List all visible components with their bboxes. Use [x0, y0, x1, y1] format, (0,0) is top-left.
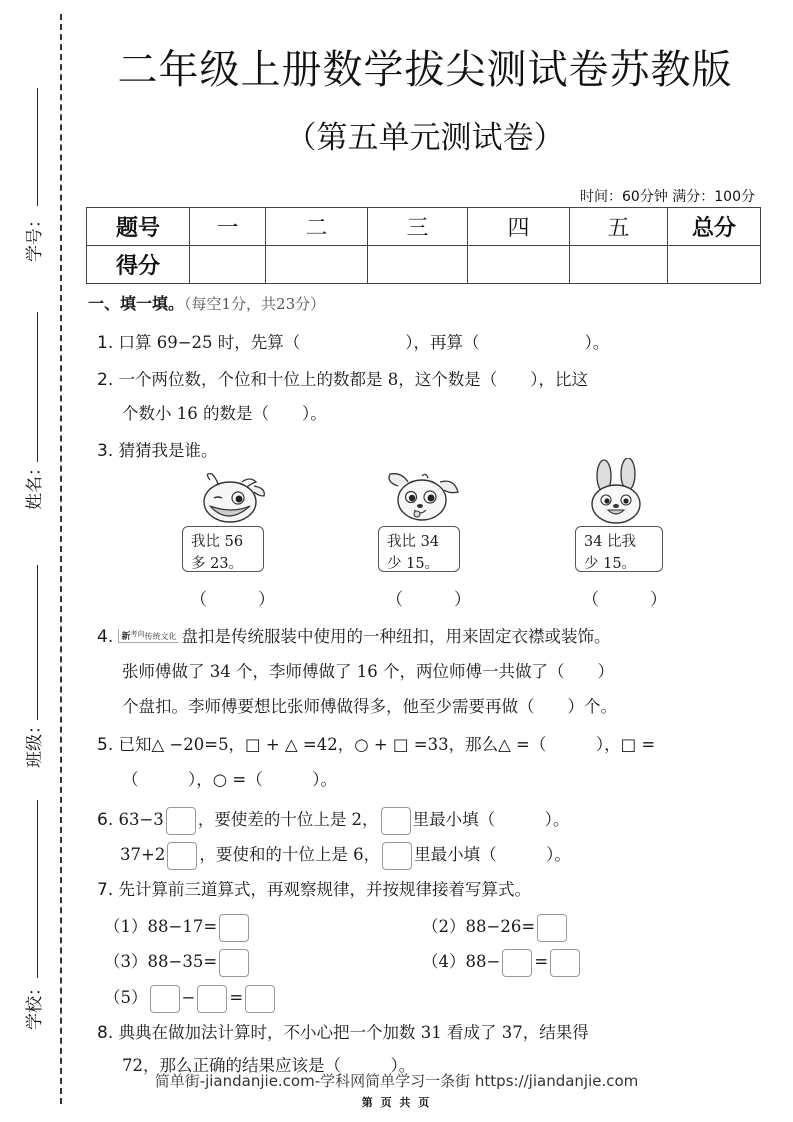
question-6a-digit-box[interactable] — [166, 807, 196, 835]
question-7-item-1 — [104, 913, 251, 942]
header-cell-2: 二 — [266, 208, 368, 246]
question-1-text-a: 口算 69−25 时，先算（ — [118, 333, 301, 352]
puppy-card-line-1: 我比 34 — [387, 534, 440, 550]
question-5-line-1 — [97, 731, 655, 755]
question-7-item-4-label: （4）88− — [422, 952, 501, 971]
question-8-line-2: 72，那么正确的结果应该是（ ）。 — [122, 1056, 416, 1075]
question-6-line-1 — [97, 806, 569, 835]
score-cell-3[interactable] — [368, 246, 468, 284]
class-label: 班级： — [25, 717, 45, 768]
question-4-text-1: 盘扣是传统服装中使用的一种纽扣，用来固定衣襟或装饰。 — [181, 627, 611, 646]
question-7-item-1-label: （1）88−17= — [104, 917, 218, 936]
question-7-item-4-box-1[interactable] — [502, 949, 532, 977]
goat-card-line-1: 我比 56 — [191, 534, 244, 550]
question-6b-digit-box[interactable] — [167, 842, 197, 870]
question-7-item-1-answer-box[interactable] — [219, 914, 249, 942]
question-6b-end: 里最小填（ ）。 — [414, 845, 571, 864]
school-label: 学校： — [25, 979, 45, 1030]
question-7-item-2 — [422, 913, 569, 942]
header-cell-5: 五 — [570, 208, 668, 246]
question-7-item-5-equals: = — [229, 988, 244, 1007]
rabbit-card-line-2: 少 15。 — [584, 556, 637, 572]
score-table-score-row — [87, 246, 761, 284]
section-1-title: 一、填一填。 — [88, 294, 185, 313]
name-label: 姓名： — [25, 459, 45, 510]
tag-trend: 考向 — [130, 630, 145, 638]
score-cell-4[interactable] — [468, 246, 570, 284]
question-6a-end: 里最小填（ ）。 — [412, 810, 570, 829]
puppy-icon — [384, 470, 464, 526]
question-7-item-3-label: （3）88−35= — [104, 952, 218, 971]
page-number: 第 页 共 页 — [361, 1096, 432, 1109]
question-4-line-3: 个盘扣。李师傅要想比张师傅做得多，他至少需要再做（ ）个。 — [122, 697, 617, 716]
question-6b-expr: 37+2 — [120, 845, 166, 864]
question-7-item-4-box-2[interactable] — [550, 949, 580, 977]
question-8-number: 8. — [97, 1023, 114, 1043]
student-id-label: 学号： — [25, 211, 45, 262]
question-1-number: 1. — [97, 333, 114, 353]
question-1-text-b: ），再算（ — [405, 333, 480, 352]
exam-meta: 时间：60分钟 满分：100分 — [580, 189, 755, 205]
puppy-answer-blank[interactable]: （ ） — [386, 590, 471, 610]
header-cell-1: 一 — [190, 208, 266, 246]
question-6a-text: ，要使差的十位上是 2， — [197, 810, 379, 829]
question-8-text-1: 典典在做加法计算时，不小心把一个加数 31 看成了 37，结果得 — [118, 1023, 589, 1042]
score-cell-1[interactable] — [190, 246, 266, 284]
header-cell-3: 三 — [368, 208, 468, 246]
question-3 — [97, 437, 217, 461]
question-3-number: 3. — [97, 441, 114, 461]
rabbit-card — [575, 526, 663, 572]
question-6-number: 6. — [97, 810, 114, 830]
question-8-line-1 — [97, 1019, 589, 1043]
page-title: 二年级上册数学拔尖测试卷苏教版 — [117, 47, 733, 93]
question-7 — [97, 876, 531, 900]
score-cell-2[interactable] — [266, 246, 368, 284]
school-line[interactable] — [37, 800, 38, 978]
question-2-line-2: 个数小 16 的数是（ ）。 — [122, 404, 327, 423]
question-5-line-2: （ ），○ =（ ）。 — [122, 770, 337, 789]
question-7-item-3-answer-box[interactable] — [219, 949, 249, 977]
question-7-text: 先计算前三道算式，再观察规律，并按规律接着写算式。 — [118, 880, 531, 899]
section-1-note: （每空1分，共23分） — [184, 295, 326, 313]
question-4-line-2: 张师傅做了 34 个，李师傅做了 16 个，两位师傅一共做了（ ） — [122, 662, 614, 681]
binding-dashed-line — [60, 14, 62, 1104]
question-7-item-5-box-2[interactable] — [197, 985, 227, 1013]
score-cell-5[interactable] — [570, 246, 668, 284]
score-row-label: 得分 — [87, 246, 190, 284]
question-2-line-1 — [97, 366, 588, 390]
question-4-line-1 — [97, 623, 611, 647]
puppy-card-line-2: 少 15。 — [387, 556, 440, 572]
question-5-number: 5. — [97, 735, 114, 755]
rabbit-card-line-1: 34 比我 — [584, 534, 637, 550]
question-7-item-5-label: （5） — [104, 988, 148, 1007]
question-7-item-3 — [104, 948, 251, 977]
score-table-header-row — [87, 208, 761, 246]
question-6-line-2 — [120, 841, 571, 870]
question-6a-ref-box — [381, 807, 411, 835]
rabbit-icon — [582, 458, 652, 526]
question-6b-ref-box — [382, 842, 412, 870]
question-7-item-5-box-1[interactable] — [150, 985, 180, 1013]
question-7-item-4-equals: = — [534, 952, 549, 971]
puppy-card — [378, 526, 460, 572]
section-1-heading — [88, 291, 325, 314]
question-2-number: 2. — [97, 370, 114, 390]
class-line[interactable] — [37, 565, 38, 720]
goat-card — [182, 526, 264, 572]
tag-culture: 传统文化 — [144, 632, 177, 641]
question-7-item-5-minus: − — [181, 988, 196, 1007]
score-cell-total[interactable] — [668, 246, 761, 284]
goat-card-line-2: 多 23。 — [191, 556, 244, 572]
question-1 — [97, 329, 609, 353]
name-line[interactable] — [37, 312, 38, 462]
question-5-text-1: 已知△ −20=5，□ + △ =42，○ + □ =33，那么△ =（ ），□ = — [118, 735, 656, 754]
question-6b-text: ，要使和的十位上是 6， — [199, 845, 381, 864]
page-subtitle: （第五单元测试卷） — [285, 120, 565, 156]
new-trend-culture-tag — [118, 629, 178, 643]
question-7-item-5-box-3[interactable] — [245, 985, 275, 1013]
header-cell-total: 总分 — [668, 208, 761, 246]
question-1-text-c: ）。 — [584, 333, 610, 352]
watermark-text: 简单街-jiandanjie.com-学科网简单学习一条街 https://jiandanjie.com — [154, 1072, 639, 1090]
header-cell-question-no: 题号 — [87, 208, 190, 246]
goat-icon — [192, 470, 272, 526]
question-7-item-5 — [104, 984, 277, 1013]
question-4-number: 4. — [97, 627, 114, 647]
goat-answer-blank[interactable]: （ ） — [190, 590, 275, 610]
question-6a-expr: 63−3 — [118, 810, 164, 829]
question-7-number: 7. — [97, 880, 114, 900]
question-2-text-1: 一个两位数，个位和十位上的数都是 8，这个数是（ ），比这 — [118, 370, 588, 389]
question-3-text: 猜猜我是谁。 — [118, 441, 218, 460]
tag-new: 新 — [121, 632, 131, 642]
question-7-item-2-label: （2）88−26= — [422, 917, 536, 936]
question-7-item-4 — [422, 948, 582, 977]
rabbit-answer-blank[interactable]: （ ） — [582, 590, 667, 610]
score-table — [86, 207, 761, 284]
header-cell-4: 四 — [468, 208, 570, 246]
question-7-item-2-answer-box[interactable] — [537, 914, 567, 942]
